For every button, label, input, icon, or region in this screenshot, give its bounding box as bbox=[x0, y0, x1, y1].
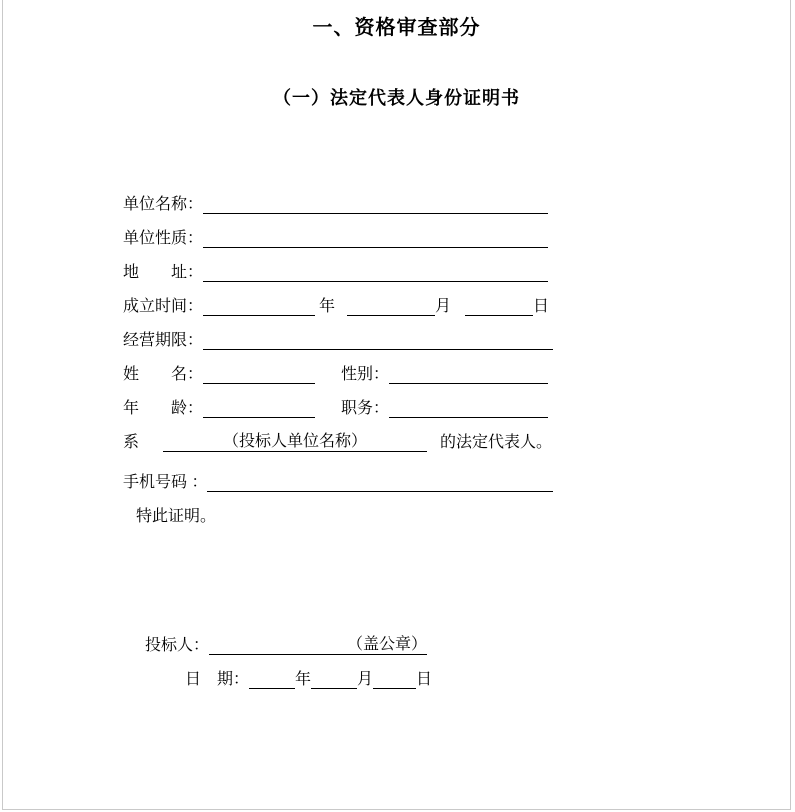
row-address bbox=[123, 248, 553, 282]
row-date bbox=[185, 655, 790, 689]
establish-month-suffix: 月 bbox=[435, 298, 452, 315]
business-term-blank[interactable] bbox=[203, 349, 553, 350]
row-bidder-sign bbox=[145, 621, 790, 655]
address-label: 地 址： bbox=[123, 264, 204, 281]
position-label: 职务： bbox=[341, 400, 390, 417]
form-body bbox=[123, 180, 553, 526]
position-blank[interactable] bbox=[389, 417, 548, 418]
unit-nature-blank[interactable] bbox=[203, 247, 548, 248]
name-blank[interactable] bbox=[203, 383, 315, 384]
age-blank[interactable] bbox=[203, 417, 315, 418]
row-business-term bbox=[123, 316, 553, 350]
unit-name-blank[interactable] bbox=[203, 213, 548, 214]
date-day-suffix: 日 bbox=[416, 671, 433, 688]
row-mobile bbox=[123, 458, 553, 492]
business-term-label: 经营期限： bbox=[123, 332, 204, 349]
unit-name-label: 单位名称： bbox=[123, 196, 204, 213]
bidder-label: 投标人： bbox=[145, 637, 210, 654]
establish-day-suffix: 日 bbox=[533, 298, 550, 315]
date-year-suffix: 年 bbox=[295, 671, 312, 688]
name-label: 姓 名： bbox=[123, 366, 204, 383]
date-day-blank[interactable] bbox=[373, 688, 416, 689]
row-unit-name bbox=[123, 180, 553, 214]
certify-text: 特此证明。 bbox=[136, 508, 217, 525]
establish-label: 成立时间： bbox=[123, 298, 204, 315]
mobile-label: 手机号码 ： bbox=[123, 474, 208, 491]
document-page bbox=[2, 0, 791, 810]
establish-day-blank[interactable] bbox=[465, 315, 533, 316]
row-unit-nature bbox=[123, 214, 553, 248]
bidder-sign-blank[interactable]: （盖公章） bbox=[209, 635, 427, 655]
row-certify bbox=[136, 492, 553, 526]
gender-label: 性别： bbox=[341, 366, 390, 383]
row-name-gender bbox=[123, 350, 553, 384]
date-year-blank[interactable] bbox=[249, 688, 295, 689]
unit-nature-label: 单位性质： bbox=[123, 230, 204, 247]
gender-blank[interactable] bbox=[389, 383, 548, 384]
establish-year-suffix: 年 bbox=[319, 298, 336, 315]
section-title: 一、资格审查部分 bbox=[312, 17, 481, 39]
is-suffix: 的法定代表人。 bbox=[440, 434, 553, 451]
is-prefix: 系 bbox=[123, 434, 140, 451]
row-representative bbox=[123, 418, 553, 452]
date-month-blank[interactable] bbox=[311, 688, 357, 689]
establish-month-blank[interactable] bbox=[347, 315, 435, 316]
mobile-blank[interactable] bbox=[207, 491, 553, 492]
row-age-position bbox=[123, 384, 553, 418]
doc-title: （一）法定代表人身份证明书 bbox=[273, 88, 520, 108]
row-establish-date bbox=[123, 282, 553, 316]
address-blank[interactable] bbox=[203, 281, 548, 282]
signature-block bbox=[145, 621, 790, 689]
date-label: 日 期： bbox=[185, 671, 250, 688]
date-month-suffix: 月 bbox=[357, 671, 374, 688]
bidder-unit-blank[interactable]: （投标人单位名称） bbox=[163, 432, 427, 452]
establish-year-blank[interactable] bbox=[203, 315, 315, 316]
age-label: 年 龄： bbox=[123, 400, 204, 417]
